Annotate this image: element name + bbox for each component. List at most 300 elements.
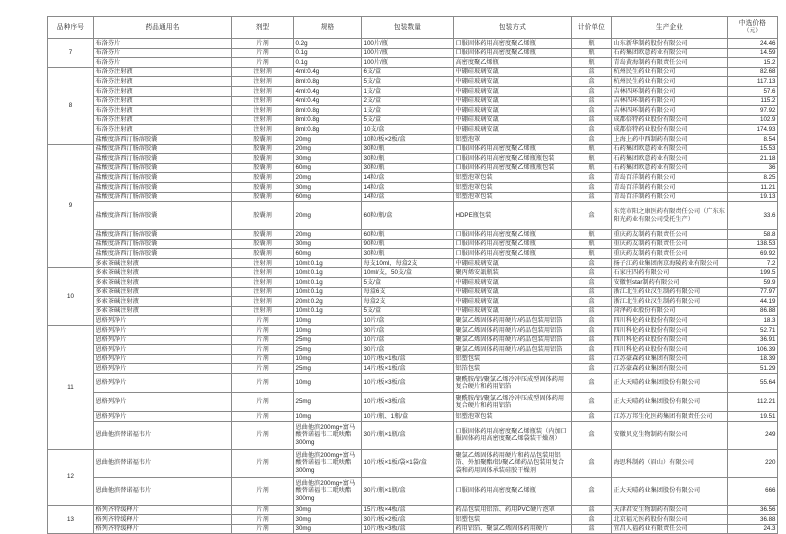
cell-drug-name: 多索茶碱注射液 bbox=[94, 258, 232, 268]
cell-package-quantity: 每支10ml，每盒2支 bbox=[362, 258, 454, 268]
cell-manufacturer: 江苏豪森药业集团有限公司 bbox=[612, 364, 728, 374]
cell-dosage-form: 注射剂 bbox=[232, 258, 294, 268]
cell-package-method: 中硼硅玻璃安瓿 bbox=[454, 125, 572, 135]
table-row bbox=[48, 354, 778, 364]
cell-drug-name: 布洛芬注射液 bbox=[94, 67, 232, 77]
cell-manufacturer: 青岛黄海制药有限责任公司 bbox=[612, 58, 728, 68]
cell-selected-price: 115.2 bbox=[728, 96, 778, 106]
cell-selected-price: 36.56 bbox=[728, 505, 778, 515]
table-row bbox=[48, 393, 778, 412]
cell-specification: 0.2g bbox=[294, 39, 362, 49]
cell-drug-name: 格列齐特缓释片 bbox=[94, 524, 232, 534]
cell-manufacturer: 四川科伦药业股份有限公司 bbox=[612, 345, 728, 355]
cell-specification: 60mg bbox=[294, 163, 362, 173]
cell-dosage-form: 注射剂 bbox=[232, 306, 294, 316]
cell-package-method: 中硼硅玻璃安瓿 bbox=[454, 306, 572, 316]
table-row bbox=[48, 364, 778, 374]
cell-package-method: 中硼硅玻璃安瓿 bbox=[454, 77, 572, 87]
cell-drug-name: 恩曲他滨替诺福韦片 bbox=[94, 477, 232, 505]
cell-selected-price: 97.92 bbox=[728, 106, 778, 116]
cell-selected-price: 117.13 bbox=[728, 77, 778, 87]
cell-manufacturer: 重庆药友制药有限责任公司 bbox=[612, 239, 728, 249]
cell-dosage-form: 胶囊剂 bbox=[232, 134, 294, 144]
cell-drug-name: 盐酸度洛西汀肠溶胶囊 bbox=[94, 144, 232, 154]
cell-package-quantity: 10片/板×3板/盒 bbox=[362, 393, 454, 412]
cell-selected-price: 69.92 bbox=[728, 249, 778, 259]
cell-manufacturer: 北京福元医药股份有限公司 bbox=[612, 515, 728, 525]
cell-package-quantity: 30片/瓶×1瓶/盒 bbox=[362, 421, 454, 449]
cell-package-quantity: 10片/瓶、1瓶/盒 bbox=[362, 412, 454, 422]
price-header-unit: （元） bbox=[743, 28, 762, 35]
cell-manufacturer: 江苏万邦生化医药集团有限责任公司 bbox=[612, 412, 728, 422]
cell-dosage-form: 片剂 bbox=[232, 316, 294, 326]
cell-dosage-form: 片剂 bbox=[232, 58, 294, 68]
cell-pricing-unit: 盒 bbox=[572, 173, 612, 183]
cell-manufacturer: 江苏豪森药业集团有限公司 bbox=[612, 354, 728, 364]
cell-variety-sequence: 12 bbox=[48, 449, 94, 505]
table-row bbox=[48, 258, 778, 268]
cell-manufacturer: 四川科伦药业股份有限公司 bbox=[612, 316, 728, 326]
table-row bbox=[48, 374, 778, 393]
cell-package-quantity: 10片/盒 bbox=[362, 335, 454, 345]
cell-dosage-form: 注射剂 bbox=[232, 86, 294, 96]
cell-drug-name: 布洛芬注射液 bbox=[94, 77, 232, 87]
table-row bbox=[48, 412, 778, 422]
cell-drug-name: 恩格列净片 bbox=[94, 326, 232, 336]
cell-pricing-unit: 瓶 bbox=[572, 249, 612, 259]
table-row bbox=[48, 125, 778, 135]
cell-drug-name: 布洛芬注射液 bbox=[94, 96, 232, 106]
cell-dosage-form: 片剂 bbox=[232, 412, 294, 422]
table-body bbox=[48, 39, 778, 534]
cell-variety-sequence: 8 bbox=[48, 67, 94, 144]
cell-variety-sequence: 10 bbox=[48, 268, 94, 326]
cell-manufacturer: 菏泽药业股份有限公司 bbox=[612, 306, 728, 316]
table-row bbox=[48, 524, 778, 534]
table-row bbox=[48, 163, 778, 173]
table-row bbox=[48, 249, 778, 259]
table-row bbox=[48, 192, 778, 202]
cell-package-quantity: 30片/板×2板/盒 bbox=[362, 515, 454, 525]
cell-specification: 0.1g bbox=[294, 58, 362, 68]
cell-specification: 8ml:0.8g bbox=[294, 125, 362, 135]
cell-package-method: 铝塑包装 bbox=[454, 515, 572, 525]
cell-specification: 25mg bbox=[294, 345, 362, 355]
column-header-unit: 计价单位 bbox=[572, 17, 612, 39]
cell-package-method: 中硼硅玻璃安瓿 bbox=[454, 106, 572, 116]
cell-dosage-form: 注射剂 bbox=[232, 278, 294, 288]
cell-manufacturer: 正大天晴药业集团股份有限公司 bbox=[612, 477, 728, 505]
cell-pricing-unit: 盒 bbox=[572, 354, 612, 364]
cell-package-quantity: 每盒2支 bbox=[362, 297, 454, 307]
cell-drug-name: 恩曲他滨替诺福韦片 bbox=[94, 421, 232, 449]
cell-package-quantity: 10片/板×1板/盒 bbox=[362, 354, 454, 364]
cell-manufacturer: 杭州民生药业有限公司 bbox=[612, 77, 728, 87]
cell-package-method: 口服固体药用高密度聚乙烯瓶瓶包装 bbox=[454, 163, 572, 173]
cell-package-method: 铝塑泡罩包装 bbox=[454, 173, 572, 183]
cell-selected-price: 44.19 bbox=[728, 297, 778, 307]
cell-pricing-unit: 盒 bbox=[572, 335, 612, 345]
cell-pricing-unit: 盒 bbox=[572, 202, 612, 230]
cell-package-method: 铝塑泡罩包装 bbox=[454, 412, 572, 422]
cell-drug-name: 盐酸度洛西汀肠溶胶囊 bbox=[94, 154, 232, 164]
cell-selected-price: 7.2 bbox=[728, 258, 778, 268]
cell-pricing-unit: 盒 bbox=[572, 115, 612, 125]
cell-package-method: 中硼硅玻璃安瓿 bbox=[454, 115, 572, 125]
cell-package-quantity: 60粒/瓶/盒 bbox=[362, 202, 454, 230]
cell-specification: 30mg bbox=[294, 524, 362, 534]
cell-drug-name: 恩格列净片 bbox=[94, 412, 232, 422]
cell-package-quantity: 5支/盒 bbox=[362, 115, 454, 125]
cell-package-quantity: 1支/盒 bbox=[362, 106, 454, 116]
cell-specification: 8ml:0.8g bbox=[294, 77, 362, 87]
cell-manufacturer: 东莞市阳之康医药有限责任公司（广东东阳光药业有限公司受托生产） bbox=[612, 202, 728, 230]
cell-specification: 10ml:0.1g bbox=[294, 268, 362, 278]
cell-variety-sequence: 13 bbox=[48, 505, 94, 534]
cell-manufacturer: 石药集团欧意药业有限公司 bbox=[612, 48, 728, 58]
cell-specification: 10ml:0.1g bbox=[294, 278, 362, 288]
cell-manufacturer: 海思科制药（眉山）有限公司 bbox=[612, 449, 728, 477]
cell-selected-price: 14.59 bbox=[728, 48, 778, 58]
cell-selected-price: 8.54 bbox=[728, 134, 778, 144]
cell-pricing-unit: 盒 bbox=[572, 192, 612, 202]
table-row bbox=[48, 306, 778, 316]
cell-package-quantity: 60粒/瓶 bbox=[362, 230, 454, 240]
cell-specification: 4ml:0.4g bbox=[294, 96, 362, 106]
cell-selected-price: 21.18 bbox=[728, 154, 778, 164]
cell-pricing-unit: 盒 bbox=[572, 505, 612, 515]
table-header bbox=[48, 17, 778, 39]
cell-pricing-unit: 瓶 bbox=[572, 48, 612, 58]
cell-selected-price: 19.51 bbox=[728, 412, 778, 422]
cell-dosage-form: 片剂 bbox=[232, 335, 294, 345]
cell-specification: 20mg bbox=[294, 173, 362, 183]
cell-variety-sequence: 11 bbox=[48, 326, 94, 450]
cell-dosage-form: 注射剂 bbox=[232, 268, 294, 278]
table-row bbox=[48, 154, 778, 164]
cell-selected-price: 138.53 bbox=[728, 239, 778, 249]
cell-manufacturer: 石药集团欧意药业有限公司 bbox=[612, 144, 728, 154]
cell-dosage-form: 片剂 bbox=[232, 48, 294, 58]
cell-manufacturer: 山东新华制药股份有限公司 bbox=[612, 39, 728, 49]
cell-package-quantity: 10片/板×3板/盒 bbox=[362, 374, 454, 393]
cell-package-method: 铝塑泡罩 bbox=[454, 134, 572, 144]
cell-specification: 25mg bbox=[294, 335, 362, 345]
cell-selected-price: 112.21 bbox=[728, 393, 778, 412]
cell-pricing-unit: 盒 bbox=[572, 364, 612, 374]
cell-pricing-unit: 盒 bbox=[572, 477, 612, 505]
cell-dosage-form: 片剂 bbox=[232, 421, 294, 449]
cell-selected-price: 199.5 bbox=[728, 268, 778, 278]
cell-pricing-unit: 盒 bbox=[572, 393, 612, 412]
cell-specification: 10mg bbox=[294, 374, 362, 393]
cell-specification: 10ml:0.1g bbox=[294, 306, 362, 316]
cell-package-method: 中硼硅玻璃安瓿 bbox=[454, 67, 572, 77]
cell-package-method: 聚氯乙烯固体药用硬片/药品包装用铝箔 bbox=[454, 345, 572, 355]
table-row bbox=[48, 77, 778, 87]
cell-package-method: 聚氯乙烯固体药用硬片/药品包装用铝箔 bbox=[454, 335, 572, 345]
cell-package-method: 聚丙烯安瓿瓶装 bbox=[454, 268, 572, 278]
cell-drug-name: 盐酸度洛西汀肠溶胶囊 bbox=[94, 192, 232, 202]
cell-package-quantity: 每盒6支 bbox=[362, 287, 454, 297]
cell-manufacturer: 浙江北生药业汉生制药有限公司 bbox=[612, 287, 728, 297]
cell-package-method: 口服固体药用高密度聚乙烯瓶 bbox=[454, 239, 572, 249]
table-row bbox=[48, 335, 778, 345]
cell-selected-price: 82.68 bbox=[728, 67, 778, 77]
cell-drug-name: 盐酸度洛西汀肠溶胶囊 bbox=[94, 230, 232, 240]
cell-package-method: 口服固体药用高密度聚乙烯瓶 bbox=[454, 249, 572, 259]
cell-drug-name: 布洛芬片 bbox=[94, 39, 232, 49]
cell-manufacturer: 石药集团欧意药业有限公司 bbox=[612, 163, 728, 173]
cell-pricing-unit: 盒 bbox=[572, 182, 612, 192]
cell-selected-price: 77.97 bbox=[728, 287, 778, 297]
cell-drug-name: 布洛芬注射液 bbox=[94, 86, 232, 96]
table-row bbox=[48, 449, 778, 477]
cell-selected-price: 24.46 bbox=[728, 39, 778, 49]
cell-pricing-unit: 盒 bbox=[572, 278, 612, 288]
cell-dosage-form: 片剂 bbox=[232, 374, 294, 393]
cell-specification: 0.1g bbox=[294, 48, 362, 58]
cell-manufacturer: 四川科伦药业股份有限公司 bbox=[612, 326, 728, 336]
cell-drug-name: 盐酸度洛西汀肠溶胶囊 bbox=[94, 239, 232, 249]
table-row bbox=[48, 67, 778, 77]
column-header-qty: 包装数量 bbox=[362, 17, 454, 39]
cell-dosage-form: 注射剂 bbox=[232, 297, 294, 307]
cell-manufacturer: 扬子江药业集团南京海陵药业有限公司 bbox=[612, 258, 728, 268]
table-row bbox=[48, 421, 778, 449]
cell-drug-name: 恩格列净片 bbox=[94, 316, 232, 326]
cell-manufacturer: 重庆药友制药有限责任公司 bbox=[612, 230, 728, 240]
table-row bbox=[48, 477, 778, 505]
cell-specification: 10ml:0.1g bbox=[294, 258, 362, 268]
cell-manufacturer: 安徽恒star制药有限公司 bbox=[612, 278, 728, 288]
cell-specification: 60mg bbox=[294, 249, 362, 259]
cell-specification: 30mg bbox=[294, 239, 362, 249]
table-row bbox=[48, 268, 778, 278]
cell-dosage-form: 注射剂 bbox=[232, 287, 294, 297]
cell-dosage-form: 注射剂 bbox=[232, 125, 294, 135]
cell-package-quantity: 14粒/盒 bbox=[362, 192, 454, 202]
table-row bbox=[48, 278, 778, 288]
cell-specification: 10mg bbox=[294, 412, 362, 422]
cell-package-quantity: 14粒/盒 bbox=[362, 182, 454, 192]
column-header-name: 药品通用名 bbox=[94, 17, 232, 39]
cell-package-method: 中硼硅玻璃安瓿 bbox=[454, 278, 572, 288]
cell-pricing-unit: 盒 bbox=[572, 412, 612, 422]
cell-package-quantity: 10支/盒 bbox=[362, 125, 454, 135]
cell-selected-price: 19.13 bbox=[728, 192, 778, 202]
cell-package-method: 聚酰胺/铝/聚氯乙烯冷冲压成型固体药用复合硬片和药用铝箔 bbox=[454, 393, 572, 412]
cell-dosage-form: 胶囊剂 bbox=[232, 144, 294, 154]
cell-specification: 10mg bbox=[294, 326, 362, 336]
drug-procurement-table bbox=[47, 16, 778, 534]
cell-specification: 8ml:0.8g bbox=[294, 106, 362, 116]
cell-package-method: 中硼硅玻璃安瓿 bbox=[454, 96, 572, 106]
cell-package-quantity: 15片/板×4板/盒 bbox=[362, 505, 454, 515]
cell-specification: 30mg bbox=[294, 154, 362, 164]
cell-manufacturer: 杭州民生药业有限公司 bbox=[612, 67, 728, 77]
cell-dosage-form: 胶囊剂 bbox=[232, 154, 294, 164]
table-row bbox=[48, 505, 778, 515]
cell-package-quantity: 30粒/瓶 bbox=[362, 163, 454, 173]
cell-drug-name: 多索茶碱注射液 bbox=[94, 278, 232, 288]
cell-dosage-form: 注射剂 bbox=[232, 67, 294, 77]
cell-specification: 4ml:0.4g bbox=[294, 86, 362, 96]
cell-drug-name: 盐酸度洛西汀肠溶胶囊 bbox=[94, 182, 232, 192]
cell-specification: 60mg bbox=[294, 192, 362, 202]
cell-specification: 30mg bbox=[294, 505, 362, 515]
cell-selected-price: 220 bbox=[728, 449, 778, 477]
cell-specification: 恩曲他滨200mg+富马酸替诺福韦二吡呋酯300mg bbox=[294, 421, 362, 449]
cell-variety-sequence: 9 bbox=[48, 144, 94, 268]
cell-pricing-unit: 盒 bbox=[572, 316, 612, 326]
cell-pricing-unit: 盒 bbox=[572, 345, 612, 355]
cell-package-quantity: 30片/瓶×1瓶/盒 bbox=[362, 477, 454, 505]
cell-selected-price: 8.25 bbox=[728, 173, 778, 183]
cell-pricing-unit: 瓶 bbox=[572, 239, 612, 249]
cell-selected-price: 249 bbox=[728, 421, 778, 449]
cell-manufacturer: 四川科伦药业股份有限公司 bbox=[612, 335, 728, 345]
cell-package-method: 口服固体药用高密度聚乙烯瓶 bbox=[454, 477, 572, 505]
cell-dosage-form: 片剂 bbox=[232, 524, 294, 534]
cell-drug-name: 格列齐特缓释片 bbox=[94, 515, 232, 525]
cell-manufacturer: 重庆药友制药有限责任公司 bbox=[612, 249, 728, 259]
cell-dosage-form: 胶囊剂 bbox=[232, 182, 294, 192]
cell-package-method: 中硼硅玻璃安瓿 bbox=[454, 86, 572, 96]
cell-selected-price: 36.88 bbox=[728, 515, 778, 525]
cell-pricing-unit: 盒 bbox=[572, 67, 612, 77]
table-row bbox=[48, 239, 778, 249]
cell-pricing-unit: 盒 bbox=[572, 297, 612, 307]
cell-pricing-unit: 盒 bbox=[572, 287, 612, 297]
cell-dosage-form: 片剂 bbox=[232, 505, 294, 515]
column-header-price bbox=[728, 17, 778, 39]
cell-specification: 20ml:0.2g bbox=[294, 297, 362, 307]
cell-selected-price: 18.3 bbox=[728, 316, 778, 326]
cell-manufacturer: 上海上药中西制药有限公司 bbox=[612, 134, 728, 144]
table-row bbox=[48, 202, 778, 230]
cell-package-method: 聚氯乙烯固体药用硬片/药品包装用铝箔 bbox=[454, 316, 572, 326]
table-row bbox=[48, 316, 778, 326]
cell-selected-price: 11.21 bbox=[728, 182, 778, 192]
cell-package-quantity: 10粒/板×2板/盒 bbox=[362, 134, 454, 144]
table-row bbox=[48, 182, 778, 192]
table-row bbox=[48, 134, 778, 144]
cell-specification: 恩曲他滨200mg+富马酸替诺福韦二吡呋酯300mg bbox=[294, 477, 362, 505]
cell-drug-name: 多索茶碱注射液 bbox=[94, 268, 232, 278]
cell-package-quantity: 100片/瓶 bbox=[362, 48, 454, 58]
cell-manufacturer: 正大天晴药业集团股份有限公司 bbox=[612, 374, 728, 393]
column-header-form: 剂型 bbox=[232, 17, 294, 39]
cell-manufacturer: 宜昌人福药业有限责任公司 bbox=[612, 524, 728, 534]
cell-drug-name: 恩格列净片 bbox=[94, 354, 232, 364]
cell-package-method: 口服固体药用高密度聚乙烯瓶 bbox=[454, 144, 572, 154]
cell-dosage-form: 胶囊剂 bbox=[232, 192, 294, 202]
cell-selected-price: 36 bbox=[728, 163, 778, 173]
cell-pricing-unit: 瓶 bbox=[572, 39, 612, 49]
cell-selected-price: 59.9 bbox=[728, 278, 778, 288]
cell-dosage-form: 片剂 bbox=[232, 354, 294, 364]
cell-pricing-unit: 瓶 bbox=[572, 163, 612, 173]
cell-manufacturer: 吉林四环制药有限公司 bbox=[612, 106, 728, 116]
cell-package-method: 口服固体药用高密度聚乙烯瓶 bbox=[454, 39, 572, 49]
cell-package-method: 聚酰胺/铝/聚氯乙烯冷冲压成型固体药用复合硬片和药用铝箔 bbox=[454, 374, 572, 393]
cell-specification: 20mg bbox=[294, 144, 362, 154]
cell-drug-name: 恩格列净片 bbox=[94, 364, 232, 374]
cell-pricing-unit: 盒 bbox=[572, 86, 612, 96]
column-header-maker: 生产企业 bbox=[612, 17, 728, 39]
cell-drug-name: 恩格列净片 bbox=[94, 335, 232, 345]
cell-dosage-form: 胶囊剂 bbox=[232, 173, 294, 183]
cell-drug-name: 盐酸度洛西汀肠溶胶囊 bbox=[94, 249, 232, 259]
cell-drug-name: 盐酸度洛西汀肠溶胶囊 bbox=[94, 202, 232, 230]
cell-selected-price: 33.6 bbox=[728, 202, 778, 230]
cell-specification: 8ml:0.8g bbox=[294, 115, 362, 125]
cell-specification: 20mg bbox=[294, 134, 362, 144]
cell-drug-name: 恩格列净片 bbox=[94, 374, 232, 393]
cell-selected-price: 15.53 bbox=[728, 144, 778, 154]
cell-specification: 30mg bbox=[294, 515, 362, 525]
cell-package-method: 中硼硅玻璃安瓿 bbox=[454, 258, 572, 268]
cell-dosage-form: 注射剂 bbox=[232, 96, 294, 106]
cell-pricing-unit: 盒 bbox=[572, 374, 612, 393]
cell-manufacturer: 石家庄四药有限公司 bbox=[612, 268, 728, 278]
table-row bbox=[48, 345, 778, 355]
cell-pricing-unit: 盒 bbox=[572, 125, 612, 135]
cell-manufacturer: 吉林四环制药有限公司 bbox=[612, 86, 728, 96]
cell-pricing-unit: 盒 bbox=[572, 326, 612, 336]
cell-pricing-unit: 盒 bbox=[572, 258, 612, 268]
cell-package-method: 聚氯乙烯固体药用硬片和药品包装用铝箔、外加聚酯/铝/聚乙烯药品包装用复合袋和药用固体承装硅胶干燥剂 bbox=[454, 449, 572, 477]
cell-package-method: 口服固体药用高密度聚乙烯瓶装（内加口服固体药用高密度聚乙烯袋装干燥剂） bbox=[454, 421, 572, 449]
cell-pricing-unit: 盒 bbox=[572, 515, 612, 525]
cell-dosage-form: 注射剂 bbox=[232, 115, 294, 125]
cell-selected-price: 58.8 bbox=[728, 230, 778, 240]
cell-pricing-unit: 盒 bbox=[572, 449, 612, 477]
cell-package-method: 中硼硅玻璃安瓿 bbox=[454, 297, 572, 307]
cell-specification: 4ml:0.4g bbox=[294, 67, 362, 77]
cell-package-quantity: 100片/瓶 bbox=[362, 39, 454, 49]
cell-selected-price: 174.93 bbox=[728, 125, 778, 135]
cell-package-quantity: 10ml/支，50支/盒 bbox=[362, 268, 454, 278]
cell-selected-price: 102.9 bbox=[728, 115, 778, 125]
cell-dosage-form: 片剂 bbox=[232, 326, 294, 336]
cell-pricing-unit: 盒 bbox=[572, 96, 612, 106]
cell-package-quantity: 30片/盒 bbox=[362, 326, 454, 336]
table-row bbox=[48, 515, 778, 525]
cell-drug-name: 多索茶碱注射液 bbox=[94, 306, 232, 316]
cell-package-quantity: 90粒/瓶 bbox=[362, 239, 454, 249]
cell-variety-sequence: 7 bbox=[48, 39, 94, 68]
cell-pricing-unit: 瓶 bbox=[572, 230, 612, 240]
cell-package-method: 铝塑泡罩包装 bbox=[454, 192, 572, 202]
cell-selected-price: 24.3 bbox=[728, 524, 778, 534]
cell-specification: 10ml:0.1g bbox=[294, 287, 362, 297]
cell-drug-name: 盐酸度洛西汀肠溶胶囊 bbox=[94, 163, 232, 173]
column-header-pack: 包装方式 bbox=[454, 17, 572, 39]
cell-selected-price: 36.91 bbox=[728, 335, 778, 345]
column-header-seq: 品种序号 bbox=[48, 17, 94, 39]
cell-pricing-unit: 盒 bbox=[572, 421, 612, 449]
cell-drug-name: 恩曲他滨替诺福韦片 bbox=[94, 449, 232, 477]
cell-manufacturer: 石药集团欧意药业有限公司 bbox=[612, 154, 728, 164]
table-row bbox=[48, 39, 778, 49]
table-row bbox=[48, 326, 778, 336]
cell-drug-name: 格列齐特缓释片 bbox=[94, 505, 232, 515]
cell-package-method: 药用铝箔、聚氯乙烯固体药用硬片 bbox=[454, 524, 572, 534]
cell-package-quantity: 6支/盒 bbox=[362, 67, 454, 77]
cell-drug-name: 多索茶碱注射液 bbox=[94, 287, 232, 297]
